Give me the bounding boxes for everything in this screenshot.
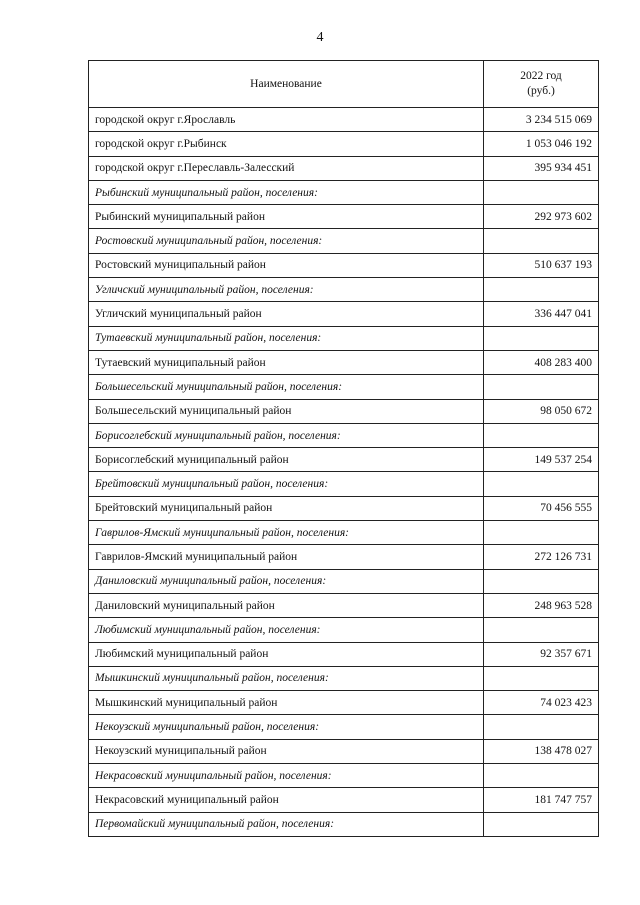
table-row-subheading <box>89 812 599 836</box>
table-row-subheading <box>89 618 599 642</box>
table-row <box>89 108 599 132</box>
budget-table <box>88 60 599 837</box>
row-value-cell <box>484 715 599 739</box>
row-value-cell: 395 934 451 <box>484 156 599 180</box>
table-row <box>89 132 599 156</box>
table-row <box>89 156 599 180</box>
table-row-subheading <box>89 229 599 253</box>
row-value-cell <box>484 812 599 836</box>
table-header-row <box>89 61 599 108</box>
row-value-cell: 149 537 254 <box>484 448 599 472</box>
column-header-year-line2: (руб.) <box>527 85 555 97</box>
row-value-cell <box>484 472 599 496</box>
row-value-cell: 336 447 041 <box>484 302 599 326</box>
row-value-cell: 510 637 193 <box>484 253 599 277</box>
row-name-cell: Некоузский муниципальный район <box>89 739 484 763</box>
row-value-cell <box>484 229 599 253</box>
table-row-subheading <box>89 521 599 545</box>
row-value-cell <box>484 666 599 690</box>
table-row-subheading <box>89 278 599 302</box>
row-value-cell: 181 747 757 <box>484 788 599 812</box>
table-row <box>89 350 599 374</box>
row-value-cell: 92 357 671 <box>484 642 599 666</box>
row-value-cell: 3 234 515 069 <box>484 108 599 132</box>
row-name-cell: Брейтовский муниципальный район <box>89 496 484 520</box>
table-row-subheading <box>89 715 599 739</box>
table-row <box>89 253 599 277</box>
row-value-cell: 138 478 027 <box>484 739 599 763</box>
row-value-cell: 98 050 672 <box>484 399 599 423</box>
table-row <box>89 593 599 617</box>
table-row-subheading <box>89 569 599 593</box>
row-name-cell: Ростовский муниципальный район, поселения: <box>89 229 484 253</box>
row-value-cell <box>484 521 599 545</box>
table-row-subheading <box>89 666 599 690</box>
column-header-year-line1: 2022 год <box>520 70 562 82</box>
table-row-subheading <box>89 326 599 350</box>
row-name-cell: Даниловский муниципальный район, поселения: <box>89 569 484 593</box>
row-value-cell <box>484 423 599 447</box>
row-value-cell: 1 053 046 192 <box>484 132 599 156</box>
row-value-cell <box>484 326 599 350</box>
row-name-cell: Гаврилов-Ямский муниципальный район, поселения: <box>89 521 484 545</box>
row-name-cell: Гаврилов-Ямский муниципальный район <box>89 545 484 569</box>
row-name-cell: Любимский муниципальный район <box>89 642 484 666</box>
row-value-cell <box>484 180 599 204</box>
row-name-cell: Борисоглебский муниципальный район <box>89 448 484 472</box>
row-name-cell: Даниловский муниципальный район <box>89 593 484 617</box>
row-value-cell: 248 963 528 <box>484 593 599 617</box>
table-row-subheading <box>89 375 599 399</box>
row-value-cell <box>484 764 599 788</box>
row-name-cell: Угличский муниципальный район, поселения: <box>89 278 484 302</box>
row-name-cell: Тутаевский муниципальный район, поселения: <box>89 326 484 350</box>
table-row <box>89 545 599 569</box>
table-row <box>89 448 599 472</box>
row-name-cell: Угличский муниципальный район <box>89 302 484 326</box>
table-row <box>89 691 599 715</box>
row-value-cell <box>484 278 599 302</box>
row-name-cell: Мышкинский муниципальный район, поселения: <box>89 666 484 690</box>
table-row <box>89 788 599 812</box>
table-body <box>89 108 599 837</box>
table-row-subheading <box>89 472 599 496</box>
row-name-cell: Рыбинский муниципальный район, поселения: <box>89 180 484 204</box>
row-name-cell: Рыбинский муниципальный район <box>89 205 484 229</box>
row-value-cell <box>484 618 599 642</box>
row-name-cell: Некрасовский муниципальный район, поселения: <box>89 764 484 788</box>
row-value-cell: 292 973 602 <box>484 205 599 229</box>
row-name-cell: Некрасовский муниципальный район <box>89 788 484 812</box>
row-name-cell: Большесельский муниципальный район, поселения: <box>89 375 484 399</box>
row-value-cell: 74 023 423 <box>484 691 599 715</box>
row-name-cell: городской округ г.Ярославль <box>89 108 484 132</box>
row-value-cell <box>484 569 599 593</box>
table-row <box>89 399 599 423</box>
row-name-cell: городской округ г.Переславль-Залесский <box>89 156 484 180</box>
table-row <box>89 496 599 520</box>
column-header-year <box>484 61 599 108</box>
row-name-cell: Мышкинский муниципальный район <box>89 691 484 715</box>
table-row-subheading <box>89 180 599 204</box>
row-name-cell: Некоузский муниципальный район, поселения: <box>89 715 484 739</box>
row-name-cell: Борисоглебский муниципальный район, поселения: <box>89 423 484 447</box>
table-row <box>89 302 599 326</box>
table-row-subheading <box>89 423 599 447</box>
table-row-subheading <box>89 764 599 788</box>
row-name-cell: Тутаевский муниципальный район <box>89 350 484 374</box>
table-row <box>89 205 599 229</box>
row-name-cell: Любимский муниципальный район, поселения: <box>89 618 484 642</box>
row-value-cell <box>484 375 599 399</box>
row-name-cell: Большесельский муниципальный район <box>89 399 484 423</box>
table-row <box>89 642 599 666</box>
column-header-name: Наименование <box>89 61 484 108</box>
row-value-cell: 408 283 400 <box>484 350 599 374</box>
row-name-cell: Брейтовский муниципальный район, поселения: <box>89 472 484 496</box>
table-row <box>89 739 599 763</box>
row-name-cell: городской округ г.Рыбинск <box>89 132 484 156</box>
page-number: 4 <box>316 30 324 45</box>
row-name-cell: Ростовский муниципальный район <box>89 253 484 277</box>
row-value-cell: 70 456 555 <box>484 496 599 520</box>
row-name-cell: Первомайский муниципальный район, поселения: <box>89 812 484 836</box>
row-value-cell: 272 126 731 <box>484 545 599 569</box>
